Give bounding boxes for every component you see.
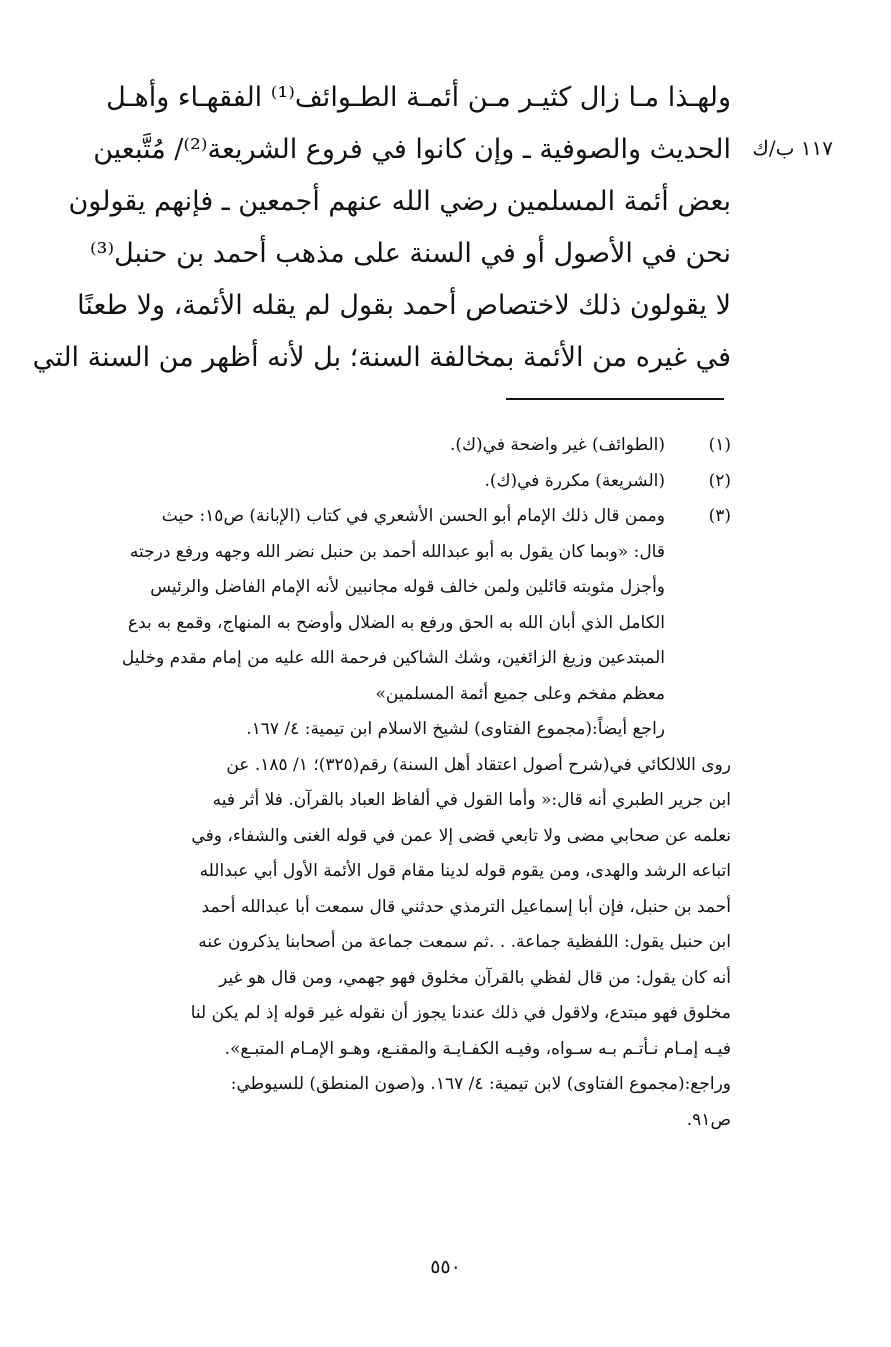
footnote-line: (الطوائف) غير واضحة في(ك).	[450, 435, 665, 455]
main-text-line: لا يقولون ذلك لاختصاص أحمد بقول لم يقله الأئمة، ولا طعنًا	[77, 290, 731, 321]
footnote-line: وأجزل مثوبته قائلين ولمن خالف قوله مجانبين لأنه الإمام الفاضل والرئيس	[150, 577, 665, 597]
main-text-line: بعض أئمة المسلمين رضي الله عنهم أجمعين ـ فإنهم يقولون	[68, 186, 731, 217]
footnote-line: وممن قال ذلك الإمام أبو الحسن الأشعري في كتاب (الإبانة) ص١٥: حيث	[161, 506, 665, 526]
footnote-body	[91, 499, 665, 748]
main-text-line: ولهـذا مـا زال كثيـر مـن أئمـة الطـوائف⁽¹⁾ الفقهـاء وأهـل	[106, 82, 731, 113]
footnote-line: المبتدعين وزيغ الزائغين، وشك الشاكين فرحمة الله عليه من إمام مقدم وخليل	[121, 648, 665, 668]
main-text-line: الحديث والصوفية ـ وإن كانوا في فروع الشريعة⁽²⁾/ مُتَّبعين	[93, 134, 731, 165]
footnote-line: (الشريعة) مكررة في(ك).	[484, 470, 665, 491]
main-text-block	[32, 72, 731, 384]
footnote-line: ابن حنبل يقول: اللفظية جماعة. . .ثم سمعت جماعة من أصحابنا يذكرون عنه	[198, 932, 731, 952]
footnote-line: نعلمه عن صحابي مضى ولا تابعي قضى إلا عمن في قوله الغنى والشفاء، وفي	[191, 825, 731, 846]
footnote-line: اتباعه الرشد والهدى، ومن يقوم قوله لدينا مقام قول الأئمة الأول أبي عبدالله	[199, 861, 731, 881]
footnote-body	[91, 464, 665, 500]
footnote-3	[91, 499, 731, 748]
footnote-number: (٢)	[708, 470, 731, 491]
footnotes-block	[91, 428, 731, 1138]
footnote-line: ص٩١.	[686, 1109, 731, 1130]
footnote-number: (٣)	[708, 506, 731, 526]
footnote-line: فيـه إمـام نـأتـم بـه سـواه، وفيـه الكفـايـة والمقنـع، وهـو الإمـام المتبـع».	[224, 1038, 731, 1059]
footnote-line: روى اللالكائي في(شرح أصول اعتقاد أهل السنة) رقم(٣٢٥)؛ ١/ ١٨٥. عن	[226, 754, 731, 775]
footnote-number: (١)	[708, 435, 731, 455]
footnote-line: راجع أيضاً:(مجموع الفتاوى) لشيخ الاسلام ابن تيمية: ٤/ ١٦٧.	[246, 719, 665, 739]
footnote-line: معظم مفخم وعلى جميع أئمة المسلمين»	[375, 683, 665, 704]
footnote-line: الكامل الذي أبان الله به الحق ورفع به الضلال وأوضح به المنهاج، وقمع به بدع	[127, 612, 665, 633]
footnote-line: أحمد بن حنبل، فإن أبا إسماعيل الترمذي حدثني قال سمعت أبا عبدالله أحمد	[201, 896, 731, 917]
footnote-2	[91, 464, 731, 500]
main-text-line: في غيره من الأئمة بمخالفة السنة؛ بل لأنه أظهر من السنة التي	[32, 342, 731, 373]
footnote-line: قال: «وبما كان يقول به أبو عبدالله أحمد بن حنبل نضر الله وجهه ورفع درجته	[129, 541, 665, 562]
footnote-divider	[506, 398, 724, 400]
margin-folio-note: ١١٧ ب/ك	[752, 136, 833, 160]
footnote-body	[91, 428, 665, 464]
footnote-line: وراجع:(مجموع الفتاوى) لابن تيمية: ٤/ ١٦٧. و(صون المنطق) للسيوطي:	[230, 1074, 731, 1094]
footnote-1	[91, 428, 731, 464]
main-text-line: نحن في الأصول أو في السنة على مذهب أحمد بن حنبل⁽³⁾	[89, 238, 731, 269]
footnote-line: ابن جرير الطبري أنه قال:« وأما القول في ألفاظ العباد بالقرآن. فلا أثر فيه	[212, 790, 731, 810]
footnote-line: مخلوق فهو مبتدع، ولاقول في ذلك عندنا يجوز أن نقوله غير قوله إذ لم يكن لنا	[190, 1003, 731, 1023]
footnote-line: أنه كان يقول: من قال لفظي بالقرآن مخلوق فهو جهمي، ومن قال هو غير	[219, 967, 731, 988]
page-number: ٥٥٠	[430, 1256, 461, 1278]
footnote-3-continuation	[91, 748, 731, 1139]
